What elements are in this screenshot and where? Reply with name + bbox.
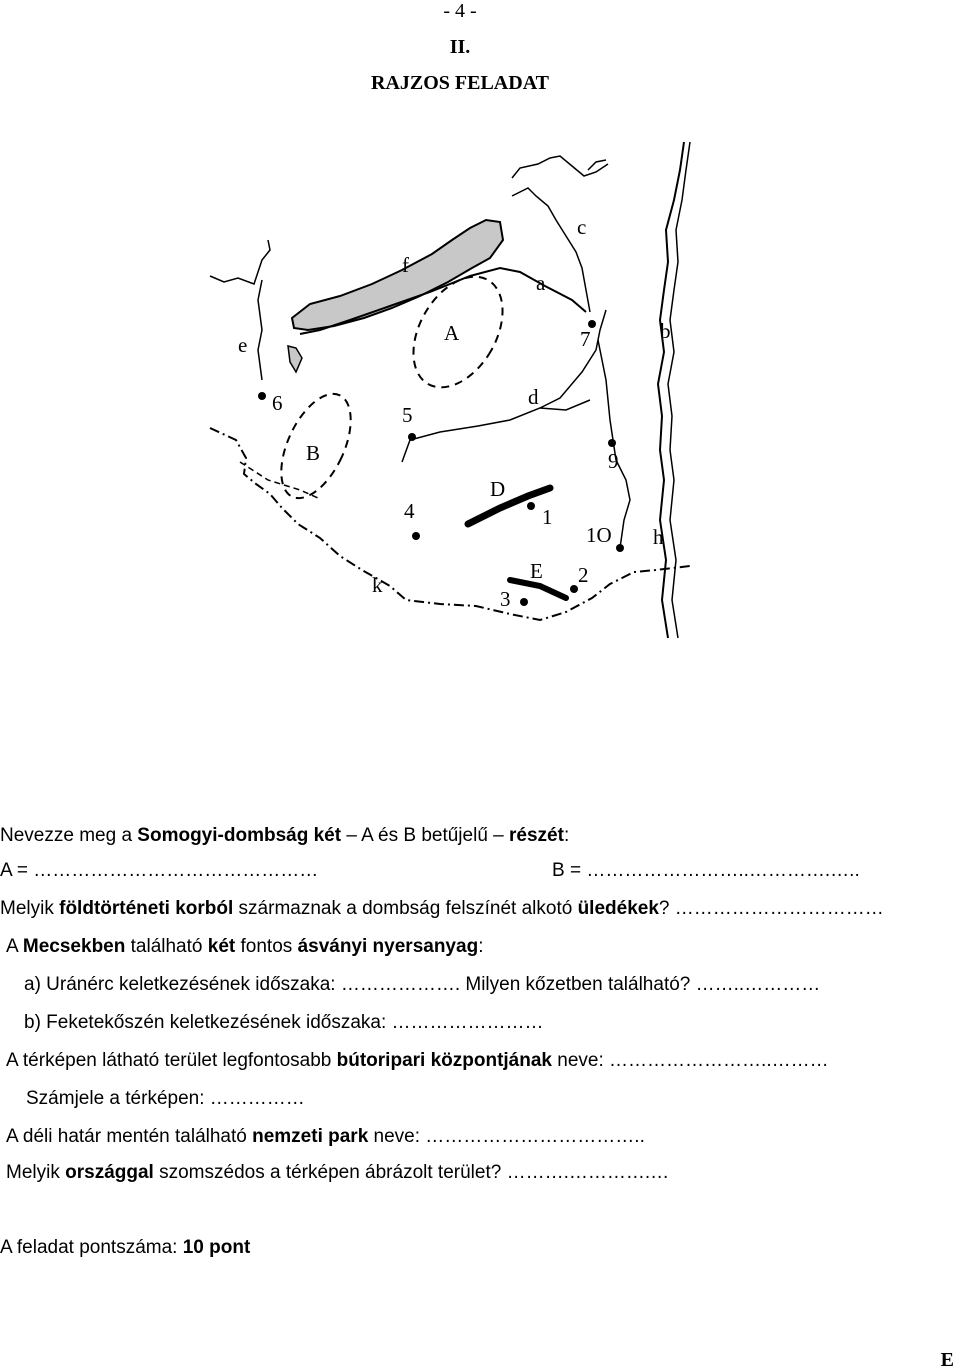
map-label-2: 2	[578, 563, 589, 587]
point-1	[527, 502, 535, 510]
point-5	[408, 433, 416, 441]
answer-A-line[interactable]: A = ………………………………………	[0, 860, 319, 881]
map-label-c: c	[577, 215, 587, 239]
point-2	[570, 585, 578, 593]
question-2: Melyik földtörténeti korból származnak a dombság felszínét alkotó üledékek? ……………………………	[0, 898, 884, 919]
point-9	[608, 439, 616, 447]
map-label-7: 7	[580, 327, 591, 351]
question-5: A déli határ mentén található nemzeti park neve: ……………………………..	[6, 1126, 645, 1147]
map-label-a: a	[536, 271, 546, 295]
map-label-b: b	[660, 319, 671, 343]
map-label-5: 5	[402, 403, 413, 427]
map-label-d: d	[528, 385, 539, 409]
river-danube	[658, 142, 684, 638]
map-label-k: k	[372, 573, 383, 597]
point-4	[412, 532, 420, 540]
map-label-E: E	[530, 559, 543, 583]
map-label-1: 1	[542, 505, 553, 529]
lake-small	[288, 346, 302, 372]
map-label-f: f	[402, 253, 409, 277]
map-label-3: 3	[500, 587, 511, 611]
map-label-9: 9	[608, 449, 619, 473]
question-4-number[interactable]: Számjele a térképen: ……………	[26, 1088, 305, 1109]
corner-letter: E	[940, 1349, 954, 1371]
map-label-B: B	[306, 441, 321, 465]
point-10	[616, 544, 624, 552]
map-label-e: e	[238, 333, 248, 357]
map-label-4: 4	[404, 499, 415, 523]
question-1: Nevezze meg a Somogyi-dombság két – A és B betűjelű – részét:	[0, 825, 570, 846]
map-label-6: 6	[272, 391, 283, 415]
question-6: Melyik országgal szomszédos a térképen ábrázolt terület? ……….………….…	[6, 1162, 670, 1183]
map-label-D: D	[490, 477, 506, 501]
question-3: A Mecsekben található két fontos ásványi nyersanyag:	[6, 936, 484, 957]
river-c	[512, 188, 590, 312]
task-score: A feladat pontszáma: 10 pont	[0, 1237, 251, 1258]
task-title: RAJZOS FELADAT	[371, 72, 549, 94]
river-c-upper	[512, 156, 608, 178]
map-label-10: 1O	[586, 523, 612, 547]
map-label-A: A	[444, 321, 460, 345]
western-border	[210, 240, 270, 380]
answer-B-line[interactable]: B = ……………………..………….…..	[552, 860, 860, 881]
question-4: A térképen látható terület legfontosabb bútoripari központjának neve: ……………………..………	[6, 1050, 829, 1071]
question-3a[interactable]: a) Uránérc keletkezésének időszaka: ………………. Milyen kőzetben található? ……..…………	[24, 974, 821, 995]
mountain-D	[468, 488, 550, 524]
section-number: II.	[449, 36, 471, 58]
question-3b[interactable]: b) Feketekőszén keletkezésének időszaka: ……………………	[24, 1012, 544, 1033]
point-3	[520, 598, 528, 606]
page-number: - 4 -	[443, 0, 477, 22]
map-label-h: h	[653, 525, 664, 549]
point-6	[258, 392, 266, 400]
